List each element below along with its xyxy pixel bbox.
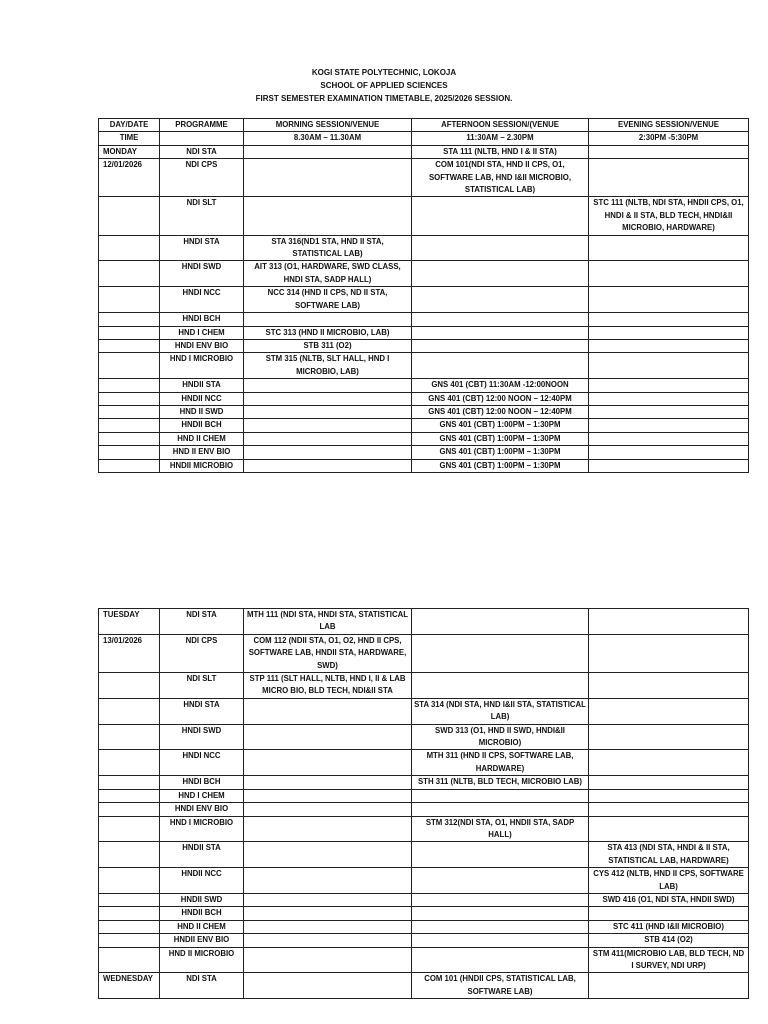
morning-cell (244, 159, 412, 197)
afternoon-cell: GNS 401 (CBT) 11:30AM -12:00NOON (412, 379, 589, 392)
programme-cell: HND II SWD (160, 405, 244, 418)
programme-cell: NDI STA (160, 973, 244, 999)
morning-cell (244, 842, 412, 868)
day-cell (99, 326, 160, 339)
evening-cell (589, 750, 749, 776)
day-cell: TIME (99, 132, 160, 145)
table-row (99, 893, 749, 906)
evening-cell (589, 326, 749, 339)
programme-cell: HNDI SWD (160, 261, 244, 287)
day-cell (99, 379, 160, 392)
programme-cell (160, 132, 244, 145)
programme-cell: HND I CHEM (160, 326, 244, 339)
morning-cell: MTH 111 (NDI STA, HNDI STA, STATISTICAL LAB (244, 609, 412, 635)
afternoon-cell (412, 920, 589, 933)
afternoon-cell (412, 339, 589, 352)
table-row (99, 379, 749, 392)
table-row (99, 609, 749, 635)
morning-cell (244, 698, 412, 724)
day-cell (99, 816, 160, 842)
table-row (99, 724, 749, 750)
morning-cell (244, 973, 412, 999)
table-row (99, 287, 749, 313)
table-row (99, 432, 749, 445)
evening-cell (589, 609, 749, 635)
morning-cell (244, 893, 412, 906)
evening-cell (589, 673, 749, 699)
school-title: SCHOOL OF APPLIED SCIENCES (320, 81, 448, 90)
afternoon-cell (412, 868, 589, 894)
day-cell (99, 868, 160, 894)
day-cell (99, 287, 160, 313)
evening-cell (589, 432, 749, 445)
morning-cell: STP 111 (SLT HALL, NLTB, HND I, II & LAB MICRO BIO, BLD TECH, NDI&II STA (244, 673, 412, 699)
programme-cell: HND II ENV BIO (160, 446, 244, 459)
afternoon-cell (412, 353, 589, 379)
morning-cell: AIT 313 (O1, HARDWARE, SWD CLASS, HNDI STA, SADP HALL) (244, 261, 412, 287)
afternoon-cell (412, 842, 589, 868)
morning-cell (244, 868, 412, 894)
evening-cell (589, 353, 749, 379)
morning-cell (244, 432, 412, 445)
evening-cell: STC 411 (HND I&II MICROBIO) (589, 920, 749, 933)
programme-cell: HND II CHEM (160, 432, 244, 445)
day-cell: WEDNESDAY (99, 973, 160, 999)
evening-cell: 2:30PM -5:30PM (589, 132, 749, 145)
evening-cell: STB 414 (O2) (589, 934, 749, 947)
day-cell (99, 789, 160, 802)
programme-cell: HNDI BCH (160, 313, 244, 326)
afternoon-cell: GNS 401 (CBT) 1:00PM – 1:30PM (412, 459, 589, 472)
table-row (99, 261, 749, 287)
afternoon-cell: GNS 401 (CBT) 12:00 NOON – 12:40PM (412, 392, 589, 405)
morning-cell (244, 459, 412, 472)
programme-cell: NDI STA (160, 609, 244, 635)
table-row (99, 750, 749, 776)
table-row (99, 197, 749, 235)
table-row (99, 392, 749, 405)
evening-cell (589, 379, 749, 392)
morning-cell: COM 112 (NDII STA, O1, O2, HND II CPS, SOFTWARE LAB, HNDII STA, HARDWARE, SWD) (244, 634, 412, 672)
afternoon-cell (412, 197, 589, 235)
table-row (99, 698, 749, 724)
day-cell (99, 907, 160, 920)
table-row (99, 235, 749, 261)
afternoon-cell: GNS 401 (CBT) 1:00PM – 1:30PM (412, 419, 589, 432)
day-cell (99, 776, 160, 789)
evening-cell (589, 907, 749, 920)
day-cell (99, 392, 160, 405)
day-cell: DAY/DATE (99, 119, 160, 132)
table-row (99, 842, 749, 868)
day-cell (99, 934, 160, 947)
table-row (99, 353, 749, 379)
morning-cell: 8.30AM – 11.30AM (244, 132, 412, 145)
day-cell (99, 947, 160, 973)
afternoon-cell (412, 261, 589, 287)
afternoon-cell: MTH 311 (HND II CPS, SOFTWARE LAB, HARDWARE) (412, 750, 589, 776)
morning-cell (244, 947, 412, 973)
programme-cell: HNDI SWD (160, 724, 244, 750)
morning-cell (244, 776, 412, 789)
table-row (99, 159, 749, 197)
afternoon-cell: STA 111 (NLTB, HND I & II STA) (412, 145, 589, 158)
programme-cell: HNDI NCC (160, 287, 244, 313)
table-row (99, 947, 749, 973)
afternoon-cell (412, 803, 589, 816)
timetable-monday (98, 118, 749, 473)
evening-cell (589, 446, 749, 459)
evening-cell (589, 459, 749, 472)
day-cell (99, 339, 160, 352)
programme-cell: NDI STA (160, 145, 244, 158)
morning-cell (244, 724, 412, 750)
morning-cell: STC 313 (HND II MICROBIO, LAB) (244, 326, 412, 339)
evening-cell (589, 145, 749, 158)
morning-cell (244, 446, 412, 459)
table-row (99, 934, 749, 947)
morning-cell: STM 315 (NLTB, SLT HALL, HND I MICROBIO, LAB) (244, 353, 412, 379)
day-cell (99, 313, 160, 326)
morning-cell (244, 379, 412, 392)
programme-cell: HND I MICROBIO (160, 353, 244, 379)
afternoon-cell (412, 789, 589, 802)
afternoon-cell (412, 947, 589, 973)
evening-cell (589, 634, 749, 672)
evening-cell (589, 803, 749, 816)
programme-cell: HND II CHEM (160, 920, 244, 933)
day-cell (99, 419, 160, 432)
table-row (99, 326, 749, 339)
evening-cell (589, 698, 749, 724)
morning-cell: STB 311 (O2) (244, 339, 412, 352)
day-cell: 13/01/2026 (99, 634, 160, 672)
evening-cell (589, 789, 749, 802)
programme-cell: HNDII STA (160, 842, 244, 868)
afternoon-cell (412, 634, 589, 672)
afternoon-cell: AFTERNOON SESSION/(VENUE (412, 119, 589, 132)
table-header-row (99, 119, 749, 132)
programme-cell: HNDI NCC (160, 750, 244, 776)
table-row (99, 339, 749, 352)
programme-cell: HNDII ENV BIO (160, 934, 244, 947)
day-cell (99, 459, 160, 472)
afternoon-cell: COM 101 (HNDII CPS, STATISTICAL LAB, SOFTWARE LAB) (412, 973, 589, 999)
evening-cell: STA 413 (NDI STA, HNDI & II STA, STATISTICAL LAB, HARDWARE) (589, 842, 749, 868)
day-cell: 12/01/2026 (99, 159, 160, 197)
table-row (99, 920, 749, 933)
table-row (99, 634, 749, 672)
programme-cell: HND I CHEM (160, 789, 244, 802)
day-cell: MONDAY (99, 145, 160, 158)
afternoon-cell: COM 101(NDI STA, HND II CPS, O1, SOFTWARE LAB, HND I&II MICROBIO, STATISTICAL LAB) (412, 159, 589, 197)
evening-cell (589, 973, 749, 999)
evening-cell (589, 159, 749, 197)
evening-cell (589, 261, 749, 287)
table-row (99, 816, 749, 842)
afternoon-cell (412, 673, 589, 699)
afternoon-cell (412, 326, 589, 339)
table-row (99, 973, 749, 999)
evening-cell: EVENING SESSION/VENUE (589, 119, 749, 132)
table-row (99, 446, 749, 459)
programme-cell: HNDII MICROBIO (160, 459, 244, 472)
day-cell (99, 446, 160, 459)
table-row (99, 145, 749, 158)
table-row (99, 907, 749, 920)
morning-cell: MORNING SESSION/VENUE (244, 119, 412, 132)
day-cell (99, 724, 160, 750)
morning-cell (244, 313, 412, 326)
programme-cell: HND I MICROBIO (160, 816, 244, 842)
day-cell (99, 235, 160, 261)
morning-cell (244, 789, 412, 802)
afternoon-cell (412, 907, 589, 920)
day-cell (99, 920, 160, 933)
morning-cell: STA 316(ND1 STA, HND II STA, STATISTICAL LAB) (244, 235, 412, 261)
day-cell (99, 353, 160, 379)
morning-cell (244, 419, 412, 432)
programme-cell: HNDII STA (160, 379, 244, 392)
programme-cell: HNDII BCH (160, 907, 244, 920)
day-cell (99, 842, 160, 868)
morning-cell (244, 934, 412, 947)
morning-cell: NCC 314 (HND II CPS, ND II STA, SOFTWARE LAB) (244, 287, 412, 313)
afternoon-cell: 11:30AM – 2.30PM (412, 132, 589, 145)
table-row (99, 776, 749, 789)
morning-cell (244, 405, 412, 418)
table-time-row (99, 132, 749, 145)
day-cell: TUESDAY (99, 609, 160, 635)
morning-cell (244, 750, 412, 776)
evening-cell (589, 235, 749, 261)
morning-cell (244, 392, 412, 405)
morning-cell (244, 197, 412, 235)
programme-cell: HNDII BCH (160, 419, 244, 432)
table-row (99, 789, 749, 802)
table-row (99, 405, 749, 418)
afternoon-cell (412, 313, 589, 326)
afternoon-cell: GNS 401 (CBT) 1:00PM – 1:30PM (412, 432, 589, 445)
afternoon-cell (412, 609, 589, 635)
morning-cell (244, 816, 412, 842)
afternoon-cell: STH 311 (NLTB, BLD TECH, MICROBIO LAB) (412, 776, 589, 789)
evening-cell: STM 411(MICROBIO LAB, BLD TECH, ND I SURVEY, NDI URP) (589, 947, 749, 973)
afternoon-cell (412, 934, 589, 947)
programme-cell: NDI SLT (160, 673, 244, 699)
evening-cell (589, 776, 749, 789)
afternoon-cell (412, 235, 589, 261)
evening-cell (589, 339, 749, 352)
day-cell (99, 803, 160, 816)
programme-cell: NDI CPS (160, 634, 244, 672)
table-row (99, 803, 749, 816)
timetable-tuesday (98, 608, 749, 999)
table-row (99, 673, 749, 699)
day-cell (99, 405, 160, 418)
programme-cell: HNDI STA (160, 698, 244, 724)
table-row (99, 419, 749, 432)
table-row (99, 313, 749, 326)
morning-cell (244, 907, 412, 920)
programme-cell: NDI CPS (160, 159, 244, 197)
morning-cell (244, 803, 412, 816)
evening-cell (589, 405, 749, 418)
afternoon-cell: GNS 401 (CBT) 1:00PM – 1:30PM (412, 446, 589, 459)
afternoon-cell: STA 314 (NDI STA, HND I&II STA, STATISTICAL LAB) (412, 698, 589, 724)
evening-cell: CYS 412 (NLTB, HND II CPS, SOFTWARE LAB) (589, 868, 749, 894)
programme-cell: HNDII SWD (160, 893, 244, 906)
day-cell (99, 197, 160, 235)
morning-cell (244, 920, 412, 933)
evening-cell (589, 816, 749, 842)
day-cell (99, 673, 160, 699)
afternoon-cell (412, 287, 589, 313)
timetable-title: FIRST SEMESTER EXAMINATION TIMETABLE, 2025/2026 SESSION. (255, 94, 513, 103)
day-cell (99, 432, 160, 445)
programme-cell: NDI SLT (160, 197, 244, 235)
evening-cell: SWD 416 (O1, NDI STA, HNDII SWD) (589, 893, 749, 906)
programme-cell: HNDI BCH (160, 776, 244, 789)
table-row (99, 459, 749, 472)
evening-cell (589, 392, 749, 405)
evening-cell (589, 419, 749, 432)
programme-cell: HNDII NCC (160, 868, 244, 894)
programme-cell: HNDII NCC (160, 392, 244, 405)
evening-cell (589, 724, 749, 750)
programme-cell: HND II MICROBIO (160, 947, 244, 973)
afternoon-cell: STM 312(NDI STA, O1, HNDII STA, SADP HALL) (412, 816, 589, 842)
afternoon-cell (412, 893, 589, 906)
programme-cell: PROGRAMME (160, 119, 244, 132)
evening-cell: STC 111 (NLTB, NDI STA, HNDII CPS, O1, HNDI & II STA, BLD TECH, HNDI&II MICROBIO, HARDWARE) (589, 197, 749, 235)
institution-title: KOGI STATE POLYTECHNIC, LOKOJA (311, 68, 457, 77)
afternoon-cell: GNS 401 (CBT) 12:00 NOON – 12:40PM (412, 405, 589, 418)
afternoon-cell: SWD 313 (O1, HND II SWD, HNDI&II MICROBIO) (412, 724, 589, 750)
day-cell (99, 893, 160, 906)
day-cell (99, 261, 160, 287)
programme-cell: HNDI ENV BIO (160, 803, 244, 816)
evening-cell (589, 313, 749, 326)
programme-cell: HNDI STA (160, 235, 244, 261)
programme-cell: HNDI ENV BIO (160, 339, 244, 352)
evening-cell (589, 287, 749, 313)
day-cell (99, 750, 160, 776)
day-cell (99, 698, 160, 724)
table-row (99, 868, 749, 894)
morning-cell (244, 145, 412, 158)
